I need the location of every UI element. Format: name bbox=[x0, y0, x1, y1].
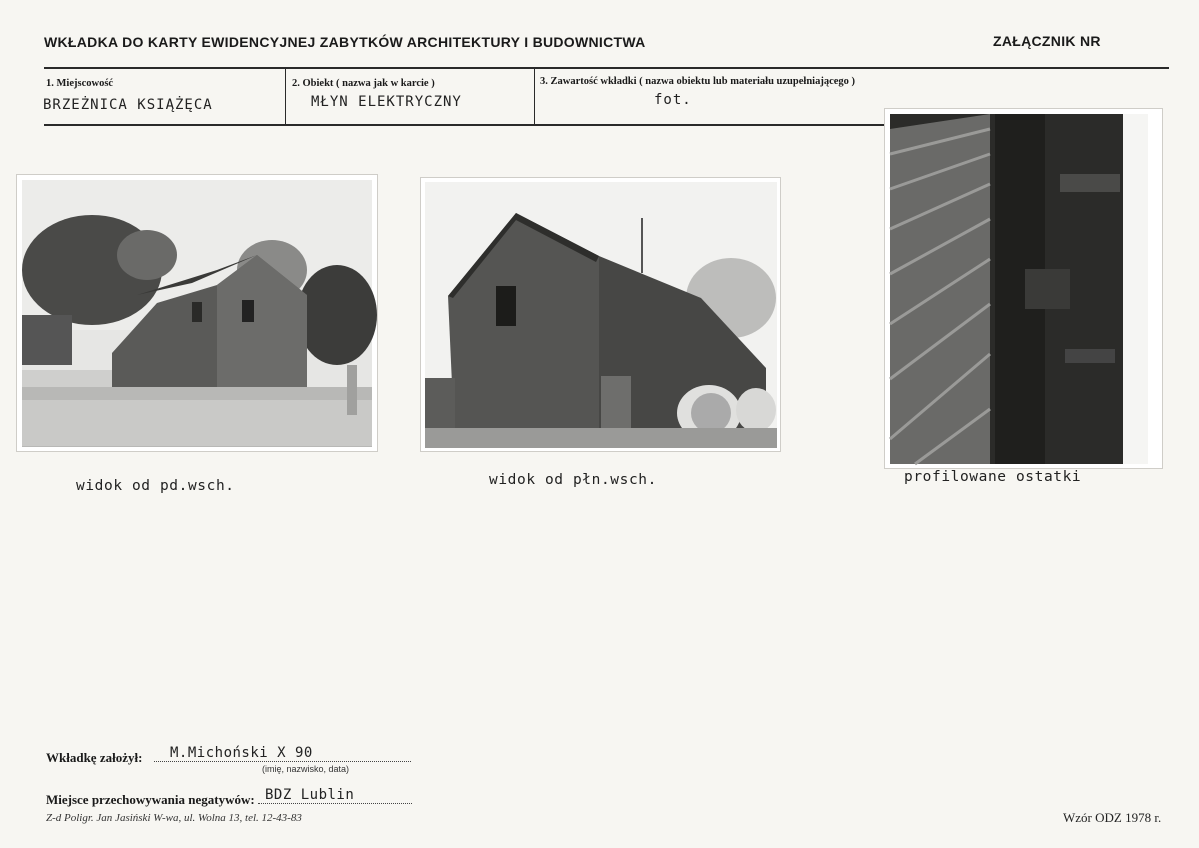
printer-imprint: Z-d Poligr. Jan Jasiński W-wa, ul. Wolna 13, tel. 12-43-83 bbox=[46, 812, 302, 824]
object-value: MŁYN ELEKTRYCZNY bbox=[311, 94, 462, 110]
locality-value: BRZEŻNICA KSIĄŻĘCA bbox=[43, 97, 213, 113]
locality-label: 1. Miejscowość bbox=[46, 78, 114, 89]
barn-photo-image bbox=[421, 178, 780, 451]
object-label: 2. Obiekt ( nazwa jak w karcie ) bbox=[292, 78, 435, 89]
form-code: Wzór ODZ 1978 r. bbox=[1063, 810, 1162, 825]
table-divider-1 bbox=[285, 68, 286, 125]
annex-label: ZAŁĄCZNIK NR bbox=[993, 33, 1101, 49]
created-by-hint: (imię, nazwisko, data) bbox=[262, 764, 350, 774]
wall-detail-image bbox=[885, 109, 1162, 468]
table-top-rule bbox=[44, 67, 1169, 69]
negatives-location-label: Miejsce przechowywania negatywów: bbox=[46, 792, 255, 807]
photo-caption: widok od pd.wsch. bbox=[76, 478, 235, 494]
content-value: fot. bbox=[654, 92, 692, 108]
photo-north-east-view bbox=[420, 177, 781, 452]
photo-south-east-view bbox=[16, 174, 378, 452]
photo-profiled-beam-ends bbox=[884, 108, 1163, 469]
table-bottom-rule bbox=[44, 124, 889, 126]
barn-photo-image bbox=[17, 175, 377, 451]
content-label: 3. Zawartość wkładki ( nazwa obiektu lub materiału uzupełniającego ) bbox=[540, 76, 856, 87]
created-by-dotted-line bbox=[154, 761, 411, 762]
document-title: WKŁADKA DO KARTY EWIDENCYJNEJ ZABYTKÓW ARCHITEKTURY I BUDOWNICTWA bbox=[44, 34, 646, 50]
photo-caption: widok od płn.wsch. bbox=[489, 472, 657, 488]
negatives-dotted-line bbox=[258, 803, 412, 804]
created-by-value: M.Michoński X 90 bbox=[170, 745, 313, 761]
negatives-location-value: BDZ Lublin bbox=[265, 787, 355, 803]
photo-caption: profilowane ostatki bbox=[904, 469, 1082, 485]
created-by-label: Wkładkę założył: bbox=[46, 750, 143, 765]
table-divider-2 bbox=[534, 68, 535, 125]
